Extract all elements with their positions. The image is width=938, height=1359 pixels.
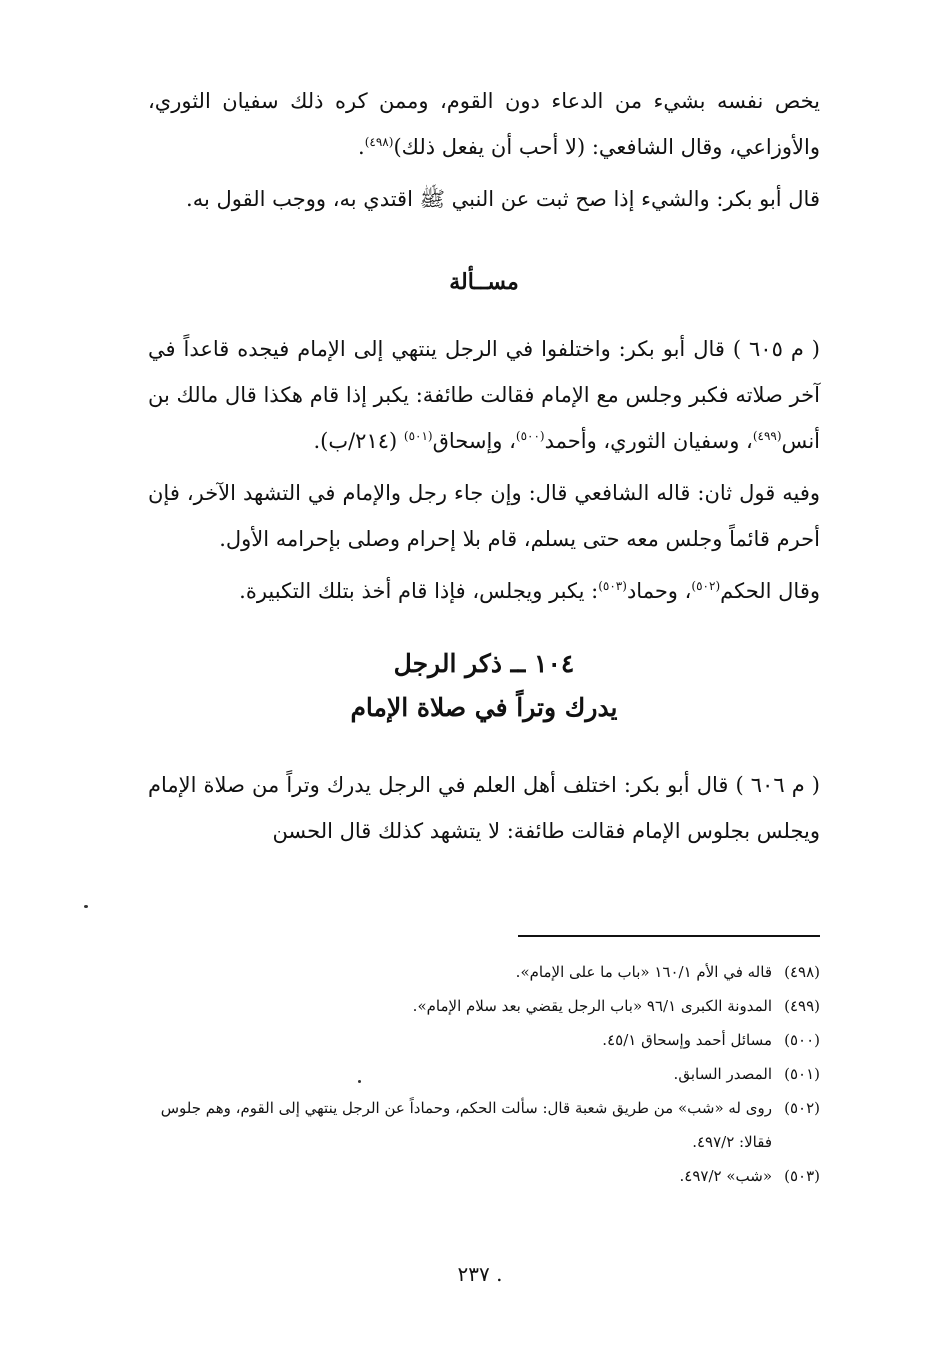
footnote-number: (٤٩٨) [784,963,820,981]
scan-speck [84,905,88,908]
footnote-ref-500: (٥٠٠) [515,429,545,443]
chapter-heading [148,642,820,730]
footnote-item [148,989,820,1023]
paragraph-5-text-c: : يكبر ويجلس، فإذا قام أخذ بتلك التكبيرة. [239,579,599,603]
chapter-heading-line-2: يدرك وتراً في صلاة الإمام [350,693,618,722]
chapter-heading-line-1: ١٠٤ ــ ذكر الرجل [393,649,575,678]
paragraph-1 [148,78,820,170]
footnotes [148,955,820,1193]
paragraph-3-text-a: ( م ٦٠٥ ) قال أبو بكر: واختلفوا في الرجل ينتهي إلى الإمام فيجده قاعداً في آخر صلاته فكبر وجلس مع الإمام فقالت طائفة: يكبر إذا قام هكذا قال مالك بن أنس [148,337,820,453]
footnote-number: (٥٠٠) [784,1031,820,1049]
footnote-number: (٥٠٢) [784,1099,820,1117]
paragraph-3-text-b: ، وسفيان الثوري، وأحمد [544,429,753,453]
footnote-ref-503: (٥٠٣) [598,579,627,593]
footnote-text: مسائل أحمد وإسحاق ٤٥/١. [602,1031,772,1049]
footnote-ref-498: (٤٩٨) [364,135,394,149]
paragraph-3 [148,326,820,464]
paragraph-4: وفيه قول ثان: قاله الشافعي قال: وإن جاء رجل والإمام في التشهد الآخر، فإن أحرم قائماً وجلس معه حتى يسلم، قام بلا إحرام وصلى بإحرامه الأول. [148,481,820,551]
paragraph-6: ( م ٦٠٦ ) قال أبو بكر: اختلف أهل العلم في الرجل يدرك وتراً من صلاة الإمام ويجلس بجلوس الإمام فقالت طائفة: لا يتشهد كذلك قال الحسن [148,773,821,843]
footnote-ref-502: (٥٠٢) [691,579,721,593]
footnote-item [148,1023,820,1057]
page-body [148,78,820,860]
footnote-item [148,1091,820,1159]
paragraph-1-end: . [358,135,365,159]
footnote-number: (٤٩٩) [784,997,820,1015]
paragraph-1-text: يخص نفسه بشيء من الدعاء دون القوم، وممن كره ذلك سفيان الثوري، والأوزاعي، وقال الشافعي: (لا أحب أن يفعل ذلك) [148,89,820,159]
paragraph-5 [148,568,820,614]
paragraph-5-text-b: ، وحماد [626,579,692,603]
footnote-ref-501: (٥٠١) [403,429,433,443]
paragraph-2: قال أبو بكر: والشيء إذا صح ثبت عن النبي ﷺ اقتدي به، ووجب القول به. [186,187,820,211]
footnote-text: المدونة الكبرى ٩٦/١ «باب الرجل يقضي بعد سلام الإمام». [412,997,772,1015]
footnote-number: (٥٠٣) [784,1167,820,1185]
footnote-item [148,1057,820,1091]
footnote-item [148,1159,820,1193]
scan-speck [358,1080,361,1083]
paragraph-3-text-c: ، وإسحاق [432,429,516,453]
footnote-text: قاله في الأم ١٦٠/١ «باب ما على الإمام». [515,963,772,981]
footnote-number: (٥٠١) [784,1065,820,1083]
paragraph-3-text-d: (٢١٤/ب). [313,429,404,453]
footnote-item [148,955,820,989]
footnote-divider [518,935,820,937]
footnote-text: روى له «شب» من طريق شعبة قال: سألت الحكم، وحماداً عن الرجل ينتهي إلى القوم، وهم جلوس فقالا: ٤٩٧/٢. [160,1099,772,1151]
section-heading-masala: مســألة [449,269,519,295]
paragraph-5-text-a: وقال الحكم [720,579,820,603]
footnote-ref-499: (٤٩٩) [752,429,782,443]
page-number: . ٢٣٧ [457,1262,503,1286]
footnote-text: «شب» ٤٩٧/٢. [679,1167,772,1185]
footnote-text: المصدر السابق. [673,1065,772,1083]
